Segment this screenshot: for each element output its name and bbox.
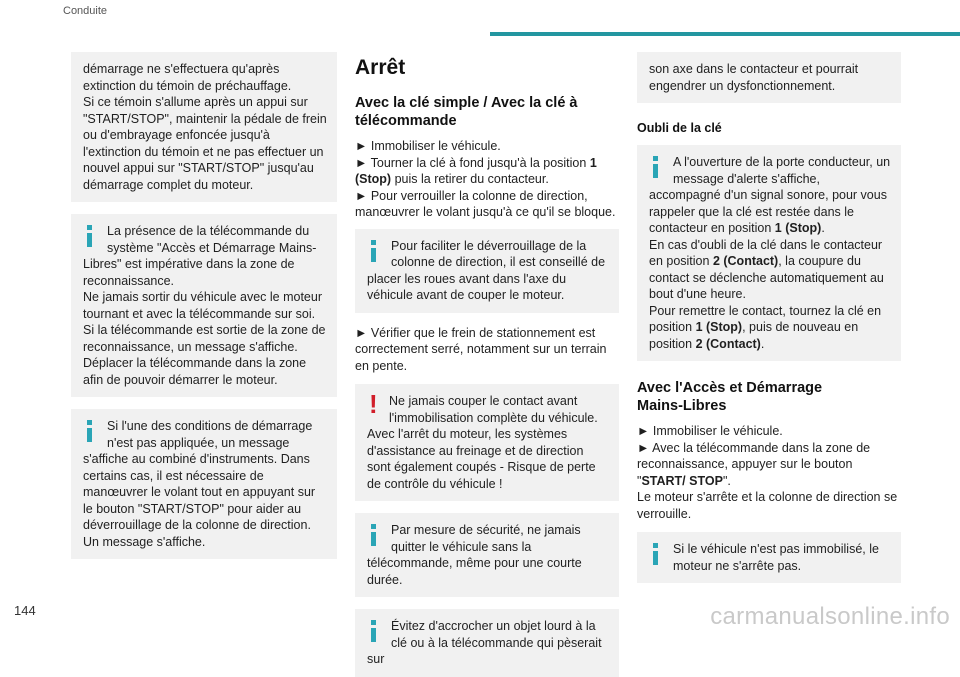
- note-box-preheat: [71, 52, 337, 202]
- page-number: 144: [14, 603, 36, 618]
- info-text: Si l'une des conditions de démarrage n'est pas appliquée, un message s'affiche au combiné d'instruments. Dans certains cas, il est nécessaire de manœuvrer le volant tout en appuyant sur le bouton "START/STOP" pour aider au déverrouillage de la colonne de direction. Un message s'affiche.: [83, 419, 316, 549]
- header-section-title: Conduite: [63, 5, 108, 17]
- step-1: ► Immobiliser le véhicule.: [355, 139, 501, 153]
- info-icon: [649, 541, 669, 567]
- info-text: Si la télécommande est sortie de la zone de reconnaissance, un message s'affiche.: [83, 323, 326, 354]
- info-icon: [83, 223, 103, 249]
- info-icon: [83, 418, 103, 444]
- column-1: [71, 52, 337, 559]
- subsection-title-keyless: Avec l'Accès et Démarrage Mains-Libres: [637, 380, 823, 414]
- info-box-heavy-object: [355, 609, 619, 677]
- header-accent-bar: [490, 32, 960, 36]
- info-text: Pour remettre le contact, tournez la clé en position 1 (Stop), puis de nouveau en position 2 (Contact).: [649, 303, 882, 351]
- info-text: Par mesure de sécurité, ne jamais quitter le véhicule sans la télécommande, même pour une courte durée.: [367, 523, 582, 587]
- warning-text: Avec l'arrêt du moteur, les systèmes d'assistance au freinage et de direction sont également coupés - Risque de perte de contrôle du véhicule !: [367, 427, 596, 491]
- info-box-keyless-presence: [71, 214, 337, 397]
- column-2: [355, 56, 619, 677]
- note-text: son axe dans le contacteur et pourrait engendrer un dysfonctionnement.: [649, 62, 859, 93]
- step-1: ► Immobiliser le véhicule.: [637, 424, 783, 438]
- subsection-title-forgot-key: Oubli de la clé: [637, 121, 722, 135]
- note-text: démarrage ne s'effectuera qu'après extinction du témoin de préchauffage.: [83, 62, 292, 93]
- note-text: Si ce témoin s'allume après un appui sur "START/STOP", maintenir la pédale de frein ou d'embrayage enfoncée jusqu'à l'extinction du témoin et ne pas effectuer un nouvel appui sur "START/STOP" jusqu'au démarrage complet du moteur.: [83, 95, 327, 192]
- step-3: ► Pour verrouiller la colonne de direction, manœuvrer le volant jusqu'à ce qu'il se bloque.: [355, 188, 616, 219]
- info-text: A l'ouverture de la porte conducteur, un message d'alerte s'affiche, accompagné d'un signal sonore, pour vous rappeler que la clé est restée dans le contacteur en position 1 (Stop).: [649, 155, 891, 235]
- info-box-not-immobilised: [637, 532, 901, 583]
- info-text: Évitez d'accrocher un objet lourd à la clé ou à la télécommande qui pèserait sur: [367, 619, 602, 666]
- info-box-steering-unlock: [355, 229, 619, 313]
- section-title-stop: Arrêt: [355, 56, 406, 79]
- note-box-heavy-object-cont: [637, 52, 901, 103]
- info-icon: [367, 238, 387, 264]
- warning-box-ignition: [355, 384, 619, 501]
- info-text: Si le véhicule n'est pas immobilisé, le moteur ne s'arrête pas.: [673, 542, 879, 573]
- info-icon: [367, 522, 387, 548]
- step-3: Le moteur s'arrête et la colonne de direction se verrouille.: [637, 490, 898, 521]
- info-icon: [649, 154, 669, 180]
- stop-steps: [355, 138, 619, 221]
- keyless-steps: [637, 423, 901, 522]
- info-text: La présence de la télécommande du système "Accès et Démarrage Mains-Libres" est impérative dans la zone de reconnaissance.: [83, 224, 317, 288]
- info-text: Pour faciliter le déverrouillage de la colonne de direction, il est conseillé de placer les roues avant dans l'axe du véhicule avant de couper le moteur.: [367, 238, 606, 302]
- info-text: Déplacer la télécommande dans la zone afin de pouvoir démarrer le moteur.: [83, 356, 307, 387]
- warning-icon: !: [369, 389, 378, 419]
- info-box-forgot-key: [637, 145, 901, 361]
- warning-text: Ne jamais couper le contact avant l'immobilisation complète du véhicule.: [389, 394, 598, 425]
- info-box-start-conditions: [71, 409, 337, 559]
- info-icon: [367, 618, 387, 644]
- step-2: ► Avec la télécommande dans la zone de reconnaissance, appuyer sur le bouton "START/ STOP".: [637, 440, 871, 488]
- step-parking-brake: ► Vérifier que le frein de stationnement est correctement serré, notamment sur un terrain en pente.: [355, 325, 607, 373]
- subsection-title-key: Avec la clé simple / Avec la clé à télécommande: [355, 95, 578, 129]
- info-text: En cas d'oubli de la clé dans le contacteur en position 2 (Contact), la coupure du contact se déclenche automatiquement au bout d'une heure.: [649, 237, 884, 301]
- column-3: [637, 52, 901, 583]
- info-box-remote-safety: [355, 513, 619, 597]
- step-2: ► Tourner la clé à fond jusqu'à la position 1 (Stop) puis la retirer du contacteur.: [355, 155, 597, 186]
- watermark: carmanualsonline.info: [710, 603, 950, 630]
- info-text: Ne jamais sortir du véhicule avec le moteur tournant et avec la télécommande sur soi.: [83, 290, 322, 321]
